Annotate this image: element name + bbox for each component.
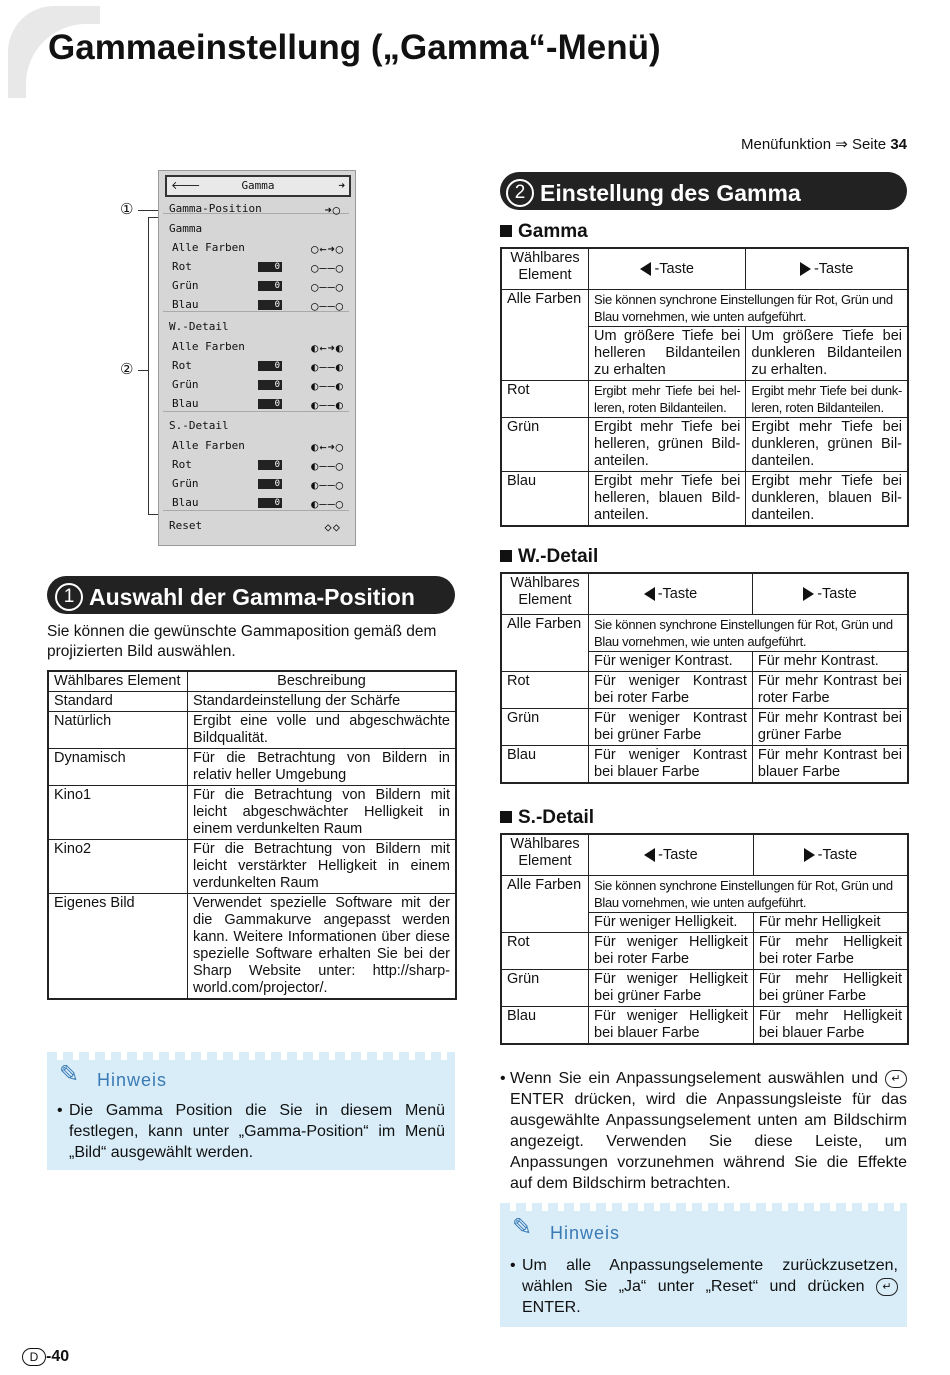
table-row [48, 712, 456, 749]
osd-header [165, 175, 351, 197]
osd-row [172, 457, 350, 473]
left-key-label: -Taste [657, 585, 698, 602]
osd-row [169, 418, 347, 434]
osd-row [172, 396, 350, 412]
note-text-body: Um alle Anpassungselemente zurückzusetzen, wählen Sie „Ja“ unter „Reset“ und drücken [522, 1257, 898, 1295]
wdetail-table [500, 572, 909, 784]
page-number [22, 1348, 69, 1366]
element-cell: Alle Farben [501, 876, 589, 933]
table-row [501, 472, 908, 527]
element-cell: Blau [501, 1007, 589, 1045]
gamma-curve-icon: ◐‒‒◯ [311, 459, 344, 473]
note-box-1 [47, 1052, 455, 1170]
table-row [501, 418, 908, 472]
enter-instruction: • Wenn Sie ein Anpassungselement auswählen und ↵ ENTER drücken, wird die Anpassungsleiste für das ausgewählte Anpassungselement unten am Bildschirm angezeigt. Verwenden Sie diese Leiste, um Anpassungen vorzunehmen während Sie die Effekte auf dem Bildschirm betrachten. [500, 1070, 907, 1192]
note-box-2 [500, 1203, 907, 1327]
table-row [48, 894, 456, 1000]
osd-row [172, 377, 350, 393]
osd-row-label: Alle Farben [172, 340, 245, 353]
element-cell: Rot [501, 933, 589, 970]
pencil-icon: ✎ [512, 1214, 533, 1241]
table-header: Wählbares Element [501, 248, 589, 290]
sdetail-subheading: S.-Detail [500, 807, 594, 829]
osd-row-label: Blau [172, 496, 199, 509]
element-cell: Eigenes Bild [48, 894, 188, 1000]
description-cell: Ergibt eine volle und abgeschwächte Bildqualität. [188, 712, 457, 749]
osd-row [169, 319, 347, 335]
osd-row-label: Gamma-Position [169, 202, 262, 215]
right-triangle-icon [804, 848, 815, 862]
osd-row [172, 278, 350, 294]
gamma-curve-icon: ◐‒‒◯ [311, 497, 344, 511]
page-title: Gammaeinstellung („Gamma“-Menü) [48, 28, 661, 67]
left-cell: Für weniger Kontrast. [589, 652, 753, 672]
left-cell: Für weniger Helligkeit bei grüner Farbe [589, 970, 754, 1007]
osd-row [172, 259, 350, 275]
synchronous-cell: Sie können synchrone Einstellungen für Rot, Grün und Blau vornehmen, wie unten aufgeführt. [589, 876, 909, 913]
table-row [48, 692, 456, 712]
section1-heading [47, 576, 455, 614]
osd-row-value: 0 [258, 262, 282, 272]
right-cell: Für mehr Helligkeit [753, 913, 908, 933]
table-row [501, 290, 908, 327]
osd-row [172, 240, 350, 256]
right-cell: Um größere Tiefe bei dunkleren Bildanteilen zu erhalten. [746, 327, 908, 381]
table-header [752, 573, 908, 615]
left-key-label: -Taste [654, 260, 694, 277]
right-key-label: -Taste [817, 585, 857, 602]
osd-row [172, 495, 350, 511]
right-cell: Ergibt mehr Tiefe bei dunk-leren, roten Bildanteilen. [746, 381, 908, 418]
section1-number: 1 [55, 583, 83, 611]
gamma-curve-icon: ➜◯ [324, 203, 341, 217]
osd-row-label: Rot [172, 260, 192, 273]
instruction-text-end: ENTER drücken, wird die Anpassungsleiste für das ausgewählte Anpassungselement unten am Bildschirm angezeigt. Verwenden Sie diese Leiste, um Anpassungen vorzunehmen während Sie die Effekte auf dem Bildschirm betrachten. [510, 1091, 907, 1192]
synchronous-cell: Sie können synchrone Einstellungen für Rot, Grün und Blau vornehmen, wie unten aufgeführt. [589, 290, 909, 327]
gamma-curve-icon: ◐‒‒◐ [311, 398, 344, 412]
table-header-row [501, 834, 908, 876]
osd-row-label: Blau [172, 298, 199, 311]
enter-icon: ↵ [876, 1278, 898, 1296]
osd-row-value: 0 [258, 380, 282, 390]
left-cell: Ergibt mehr Tiefe bei helleren, grünen Bild-anteilen. [589, 418, 746, 472]
section2-number: 2 [506, 179, 534, 207]
right-arrow-icon: ➜ [338, 179, 345, 192]
instruction-text-start: Wenn Sie ein Anpassungselement auswählen und [510, 1070, 879, 1087]
left-cell: Ergibt mehr Tiefe bei hel-leren, roten Bildanteilen. [589, 381, 746, 418]
osd-row-label: S.-Detail [169, 419, 229, 432]
osd-row-label: Grün [172, 378, 199, 391]
note-text-body: Die Gamma Position die Sie in diesem Menü festlegen, kann unter „Gamma-Position“ im Menü „Bild“ ausgewählt werden. [69, 1102, 445, 1161]
description-cell: Für die Betrachtung von Bildern mit leicht verstärkter Helligkeit in einem verdunkelten Raum [188, 840, 457, 894]
table-row [501, 746, 908, 784]
table-row [501, 615, 908, 652]
gamma-curve-icon: ◯←➜◯ [311, 242, 344, 256]
left-cell: Ergibt mehr Tiefe bei helleren, blauen Bild-anteilen. [589, 472, 746, 527]
element-cell: Alle Farben [501, 615, 589, 672]
osd-row-label: Rot [172, 458, 192, 471]
table-row [501, 876, 908, 913]
right-key-label: -Taste [813, 260, 854, 277]
gamma-curve-icon: ◯‒‒◯ [311, 280, 344, 294]
section2-heading [500, 172, 907, 210]
menu-reference: Menüfunktion ⇒ Seite 34 [740, 136, 907, 153]
element-cell: Natürlich [48, 712, 188, 749]
left-triangle-icon [644, 587, 655, 601]
table-row [501, 709, 908, 746]
gamma-curve-icon: ◐‒‒◐ [311, 379, 344, 393]
element-cell: Rot [501, 672, 589, 709]
left-triangle-icon [640, 262, 651, 276]
table-header: Wählbares Element [501, 573, 589, 615]
element-cell: Standard [48, 692, 188, 712]
table-header: Beschreibung [188, 671, 457, 692]
element-cell: Grün [501, 418, 589, 472]
osd-menu-screenshot [158, 170, 356, 546]
right-cell: Ergibt mehr Tiefe bei dunkleren, blauen Bil-danteilen. [746, 472, 908, 527]
description-cell: Für die Betrachtung von Bildern in relativ heller Umgebung [188, 749, 457, 786]
table-row [48, 786, 456, 840]
element-cell: Kino2 [48, 840, 188, 894]
osd-row [172, 476, 350, 492]
osd-row-label: Alle Farben [172, 241, 245, 254]
right-cell: Für mehr Kontrast bei grüner Farbe [752, 709, 908, 746]
left-cell: Für weniger Helligkeit bei roter Farbe [589, 933, 754, 970]
table-row [501, 381, 908, 418]
callout-2-line [138, 370, 148, 371]
description-cell: Für die Betrachtung von Bildern mit leicht abgeschwächter Helligkeit in einem verdunkelten Raum [188, 786, 457, 840]
element-cell: Dynamisch [48, 749, 188, 786]
table-header [589, 834, 754, 876]
osd-row [172, 339, 350, 355]
osd-row-value: 0 [258, 479, 282, 489]
osd-row-label: Blau [172, 397, 199, 410]
osd-row [172, 358, 350, 374]
right-cell: Für mehr Helligkeit bei roter Farbe [753, 933, 908, 970]
osd-row-value: 0 [258, 361, 282, 371]
element-cell: Grün [501, 709, 589, 746]
element-cell: Alle Farben [501, 290, 589, 381]
gamma-curve-icon: ◐‒‒◐ [311, 360, 344, 374]
table-row [501, 1007, 908, 1045]
osd-row-label: W.-Detail [169, 320, 229, 333]
gamma-curve-icon: ◐‒‒◯ [311, 478, 344, 492]
gamma-curve-icon: ◐←➜◯ [311, 440, 344, 454]
note-text: • Um alle Anpassungselemente zurückzusetzen, wählen Sie „Ja“ unter „Reset“ und drücken ↵ ENTER. [510, 1257, 898, 1316]
note-title: Hinweis [550, 1223, 621, 1243]
right-triangle-icon [800, 262, 811, 276]
osd-row-value: 0 [258, 300, 282, 310]
osd-row-label: Rot [172, 359, 192, 372]
section1-title: Auswahl der Gamma-Position [89, 583, 415, 610]
osd-row-value: 0 [258, 281, 282, 291]
gamma-position-table [47, 670, 457, 1000]
osd-row [169, 201, 347, 217]
note-text: • Die Gamma Position die Sie in diesem Menü festlegen, kann unter „Gamma-Position“ im Menü „Bild“ ausgewählt werden. [57, 1102, 445, 1161]
element-cell: Grün [501, 970, 589, 1007]
left-key-label: -Taste [658, 846, 698, 863]
table-row [501, 933, 908, 970]
left-cell: Für weniger Helligkeit. [589, 913, 754, 933]
right-cell: Für mehr Kontrast bei blauer Farbe [752, 746, 908, 784]
description-cell: Verwendet spezielle Software mit der die Gammakurve angepasst werden kann. Weitere Informationen über diese spezielle Software erhalten Sie bei der Sharp Website unter: http://sharp-world.com/projector/. [188, 894, 457, 1000]
osd-row-label: Gamma [169, 222, 203, 235]
element-cell: Blau [501, 746, 589, 784]
table-row [501, 672, 908, 709]
gamma-subheading: Gamma [500, 221, 588, 243]
osd-row-label: Alle Farben [172, 439, 245, 452]
osd-row-label: Grün [172, 477, 199, 490]
gamma-curve-icon: ◇◇ [324, 520, 341, 534]
left-cell: Für weniger Helligkeit bei blauer Farbe [589, 1007, 754, 1045]
osd-row-value: 0 [258, 460, 282, 470]
callout-1: ① [120, 201, 134, 218]
table-header [589, 573, 753, 615]
left-arrow-icon: 🡐 [171, 179, 201, 192]
right-cell: Für mehr Kontrast. [752, 652, 908, 672]
gamma-curve-icon: ◯‒‒◯ [311, 261, 344, 275]
wdetail-subheading: W.-Detail [500, 546, 598, 568]
osd-row [169, 518, 347, 534]
note-edge [47, 1052, 455, 1060]
table-row [48, 840, 456, 894]
left-triangle-icon [644, 848, 655, 862]
left-cell: Um größere Tiefe bei helleren Bildanteilen zu erhalten [589, 327, 746, 381]
enter-icon: ↵ [885, 1070, 907, 1088]
table-header [753, 834, 908, 876]
table-row [501, 970, 908, 1007]
element-cell: Kino1 [48, 786, 188, 840]
osd-row [172, 297, 350, 313]
table-header-row [501, 248, 908, 290]
table-header [746, 248, 908, 290]
gamma-table [500, 247, 909, 527]
right-cell: Für mehr Helligkeit bei grüner Farbe [753, 970, 908, 1007]
gamma-curve-icon: ◐←➜◐ [311, 341, 344, 355]
callout-2: ② [120, 361, 134, 378]
right-cell: Für mehr Kontrast bei roter Farbe [752, 672, 908, 709]
table-row [48, 749, 456, 786]
right-triangle-icon [803, 587, 814, 601]
pencil-icon: ✎ [59, 1061, 80, 1088]
left-cell: Für weniger Kontrast bei blauer Farbe [589, 746, 753, 784]
right-cell: Ergibt mehr Tiefe bei dunkleren, grünen Bil-danteilen. [746, 418, 908, 472]
section2-title: Einstellung des Gamma [540, 179, 801, 206]
table-header: Wählbares Element [501, 834, 589, 876]
osd-row-label: Reset [169, 519, 203, 532]
element-cell: Rot [501, 381, 589, 418]
left-cell: Für weniger Kontrast bei roter Farbe [589, 672, 753, 709]
table-header-row [501, 573, 908, 615]
right-key-label: -Taste [817, 846, 858, 863]
page-letter: D [22, 1348, 46, 1366]
osd-row [169, 221, 347, 237]
synchronous-cell: Sie können synchrone Einstellungen für Rot, Grün und Blau vornehmen, wie unten aufgeführt. [589, 615, 909, 652]
description-cell: Standardeinstellung der Schärfe [188, 692, 457, 712]
page-number-value: -40 [46, 1348, 70, 1365]
table-header [589, 248, 746, 290]
section1-intro: Sie können die gewünschte Gammaposition gemäß dem projizierten Bild auswählen. [47, 623, 437, 660]
table-header: Wählbares Element [48, 671, 188, 692]
right-cell: Für mehr Helligkeit bei blauer Farbe [753, 1007, 908, 1045]
osd-header-label: Gamma [241, 179, 275, 192]
left-cell: Für weniger Kontrast bei grüner Farbe [589, 709, 753, 746]
note-enter-label: ENTER. [522, 1299, 581, 1316]
note-title: Hinweis [97, 1070, 168, 1090]
osd-row [172, 438, 350, 454]
note-edge [500, 1203, 907, 1211]
sdetail-table [500, 833, 909, 1045]
osd-row-value: 0 [258, 498, 282, 508]
osd-row-value: 0 [258, 399, 282, 409]
gamma-curve-icon: ◯‒‒◯ [311, 299, 344, 313]
osd-row-label: Grün [172, 279, 199, 292]
element-cell: Blau [501, 472, 589, 527]
